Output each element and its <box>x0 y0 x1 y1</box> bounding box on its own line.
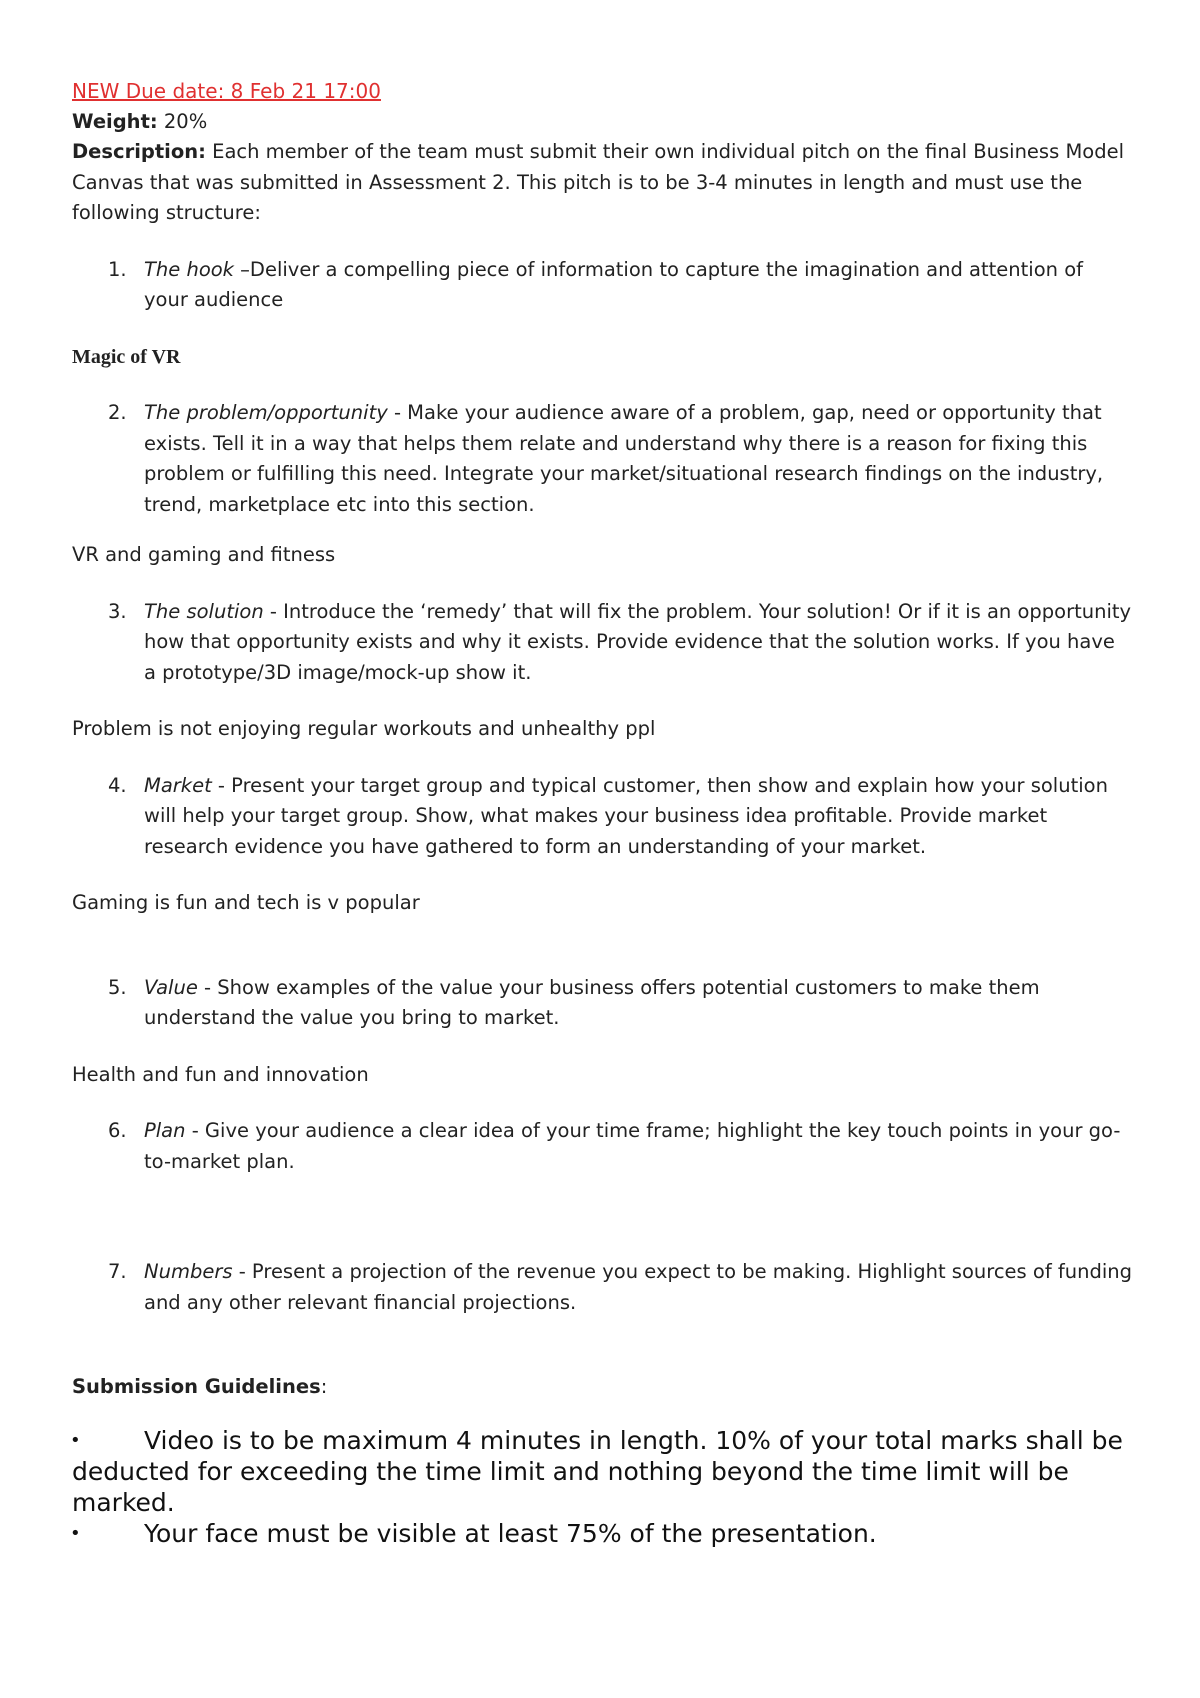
note-gaming: Gaming is fun and tech is v popular <box>72 891 420 914</box>
item-title: Market <box>144 773 212 797</box>
list-number: 3. <box>108 599 127 623</box>
description-paragraph <box>72 137 1132 229</box>
list-item <box>72 597 1132 689</box>
item-text: - Present a projection of the revenue you expect to be making. Highlight sources of funding and any other relevant financial projections. <box>144 1260 1133 1314</box>
list-number: 1. <box>108 257 127 281</box>
item-title: Plan <box>144 1119 186 1142</box>
item-title: The hook <box>144 257 234 281</box>
item-text: - Show examples of the value your business offers potential customers to make them understand the value you bring to market. <box>144 975 1040 1029</box>
submission-bullet <box>72 1425 1132 1518</box>
submission-bullet <box>72 1518 1132 1549</box>
list-item <box>72 255 1132 316</box>
due-date: NEW Due date: 8 Feb 21 17:00 <box>72 79 381 103</box>
list-item <box>72 1257 1132 1318</box>
item-text: - Make your audience aware of a problem, gap, need or opportunity that exists. Tell it in a way that helps them relate and understand why there is a reason for fixing this problem or fulfilling this need. Integrate your market/situational research findings on the industry, trend, marketplace etc into this section. <box>144 401 1104 516</box>
bullet-icon: • <box>70 1429 81 1451</box>
note-vr-gaming: VR and gaming and fitness <box>72 543 336 566</box>
item-title: Value <box>144 975 198 999</box>
list-item <box>72 1116 1132 1177</box>
note-magic-of-vr: Magic of VR <box>72 345 181 368</box>
description-text: Each member of the team must submit their own individual pitch on the final Business Model Canvas that was submitted in Assessment 2. This pitch is to be 3-4 minutes in length and must use the following structure: <box>72 140 1124 224</box>
item-text: - Present your target group and typical customer, then show and explain how your solution will help your target group. Show, what makes your business idea profitable. Provide market research evidence you have gathered to form an understanding of your market. <box>144 773 1108 858</box>
weight-label: Weight: <box>72 109 158 133</box>
list-number: 4. <box>108 773 127 797</box>
description-label: Description: <box>72 140 206 163</box>
list-number: 2. <box>108 401 127 424</box>
submission-heading <box>72 1372 1132 1403</box>
list-item <box>72 973 1132 1034</box>
item-title: The problem/opportunity <box>144 401 388 424</box>
list-item <box>72 771 1132 863</box>
item-text: - Give your audience a clear idea of your time frame; highlight the key touch points in your go-to-market plan. <box>144 1119 1121 1173</box>
item-text: - Introduce the ‘remedy’ that will fix the problem. Your solution! Or if it is an opportunity how that opportunity exists and why it exists. Provide evidence that the solution works. If you have a prototype/3D image/mock-up show it. <box>144 599 1132 684</box>
list-number: 7. <box>108 1260 127 1283</box>
note-problem: Problem is not enjoying regular workouts and unhealthy ppl <box>72 717 656 740</box>
list-number: 5. <box>108 975 127 999</box>
document-page <box>72 76 1132 1549</box>
weight-value: 20% <box>157 109 208 133</box>
bullet-text: Your face must be visible at least 75% of the presentation. <box>144 1518 877 1548</box>
item-title: Numbers <box>144 1260 233 1283</box>
note-health: Health and fun and innovation <box>72 1062 369 1086</box>
item-text: –Deliver a compelling piece of information to capture the imagination and attention of your audience <box>144 257 1083 311</box>
list-number: 6. <box>108 1119 127 1142</box>
submission-label: Submission Guidelines <box>72 1375 321 1398</box>
submission-colon: : <box>320 1375 328 1398</box>
list-item <box>72 398 1132 520</box>
bullet-text: Video is to be maximum 4 minutes in length. 10% of your total marks shall be deducted for exceeding the time limit and nothing beyond the time limit will be marked. <box>72 1425 1123 1517</box>
weight-line <box>72 107 1132 138</box>
bullet-icon: • <box>70 1522 81 1544</box>
item-title: The solution <box>144 599 264 623</box>
